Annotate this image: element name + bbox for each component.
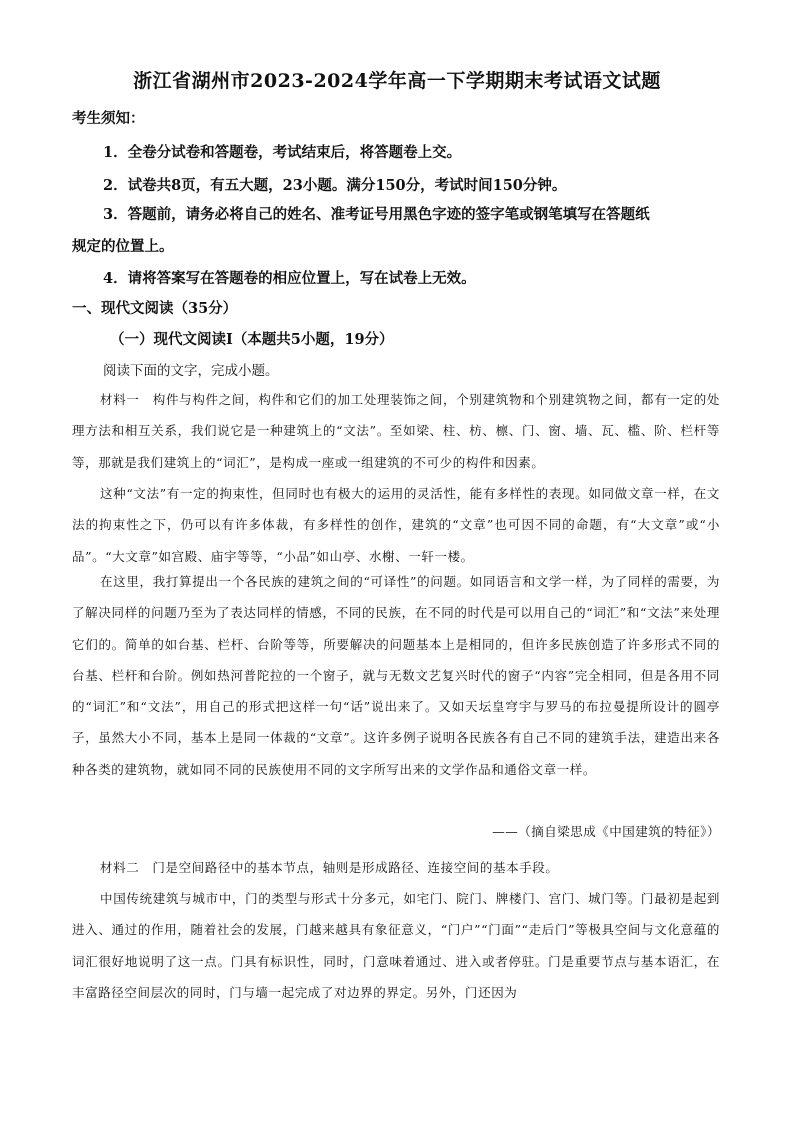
reading-instruction: 阅读下面的文字，完成小题。	[103, 363, 279, 379]
notice-item-3: 3．答题前，请务必将自己的姓名、准考证号用黑色字迹的签字笔或钢笔填写在答题纸	[103, 206, 650, 223]
material-1-paragraph-1: 材料一 构件与构件之间，构件和它们的加工处理装饰之间，个别建筑物和个别建筑物之间，都有一定的处理方法和相互关系，我们说它是一种建筑上的“文法”。至如梁、柱、枋、檩、门、窗、墙、瓦、槛、阶、栏杆等等，那就是我们建筑上的“词汇”，是构成一座或一组建筑的不可少的构件和因素。	[72, 392, 720, 470]
notice-item-3-continued: 规定的位置上。	[72, 238, 174, 255]
material-1-paragraph-3: 在这里，我打算提出一个各民族的建筑之间的“可译性”的问题。如同语言和文学一样，为了同样的需要，为了解决同样的问题乃至为了表达同样的情感，不同的民族，在不同的时代是可以用自己的“词汇”和“文法”来处理它们的。简单的如台基、栏杆、台阶等等，所要解决的问题基本上是相同的，但许多民族创造了许多形式不同的台基、栏杆和台阶。例如热河普陀拉的一个窗子，就与无数文艺复兴时代的窗子“内容”完全相同，但是各用不同的“词汇”和“文法”，用自己的形式把这样一句“话”说出来了。又如天坛皇穹宇与罗马的布拉曼提所设计的圆亭子，虽然大小不同，基本上是同一体裁的“文章”。这许多例子说明各民族各有自己不同的建筑手法，建造出来各种各类的建筑物，就如同不同的民族使用不同的文字所写出来的文学作品和通俗文章一样。	[72, 574, 720, 777]
section-heading: 一、现代文阅读（35分）	[72, 300, 238, 317]
notice-item-1: 1．全卷分试卷和答题卷，考试结束后，将答题卷上交。	[103, 144, 462, 161]
material-1-paragraph-2: 这种“文法”有一定的拘束性，但同时也有极大的运用的灵活性，能有多样性的表现。如同做文章一样，在文法的拘束性之下，仍可以有许多体裁，有多样性的创作，建筑的“文章”也可因不同的命题，有“大文章”或“小品”。“大文章”如宫殿、庙宇等等，“小品”如山亭、水榭、一轩一楼。	[72, 486, 720, 564]
subsection-heading: （一）现代文阅读Ⅰ（本题共5小题，19分）	[110, 331, 394, 348]
notice-item-2: 2．试卷共8页，有五大题，23小题。满分150分，考试时间150分钟。	[103, 177, 567, 194]
notice-item-4: 4．请将答案写在答题卷的相应位置上，写在试卷上无效。	[103, 270, 476, 287]
material-2-lead: 材料二 门是空间路径中的基本节点，轴则是形成路径、连接空间的基本手段。	[100, 860, 559, 875]
material-2-paragraph: 中国传统建筑与城市中，门的类型与形式十分多元，如宅门、院门、牌楼门、宫门、城门等。门最初是起到进入、通过的作用，随着社会的发展，门越来越具有象征意义，“门户”“门面”“走后门”等极具空间与文化意蕴的词汇很好地说明了这一点。门具有标识性，同时，门意味着通过、进入或者停驻。门是重要节点与基本语汇，在丰富路径空间层次的同时，门与墙一起完成了对边界的界定。另外，门还因为	[72, 891, 720, 1000]
notice-heading: 考生须知：	[72, 110, 145, 127]
citation-source: ——（摘自梁思成《中国建筑的特征》）	[492, 824, 720, 839]
document-title: 浙江省湖州市2023-2024学年高一下学期期末考试语文试题	[133, 70, 661, 92]
